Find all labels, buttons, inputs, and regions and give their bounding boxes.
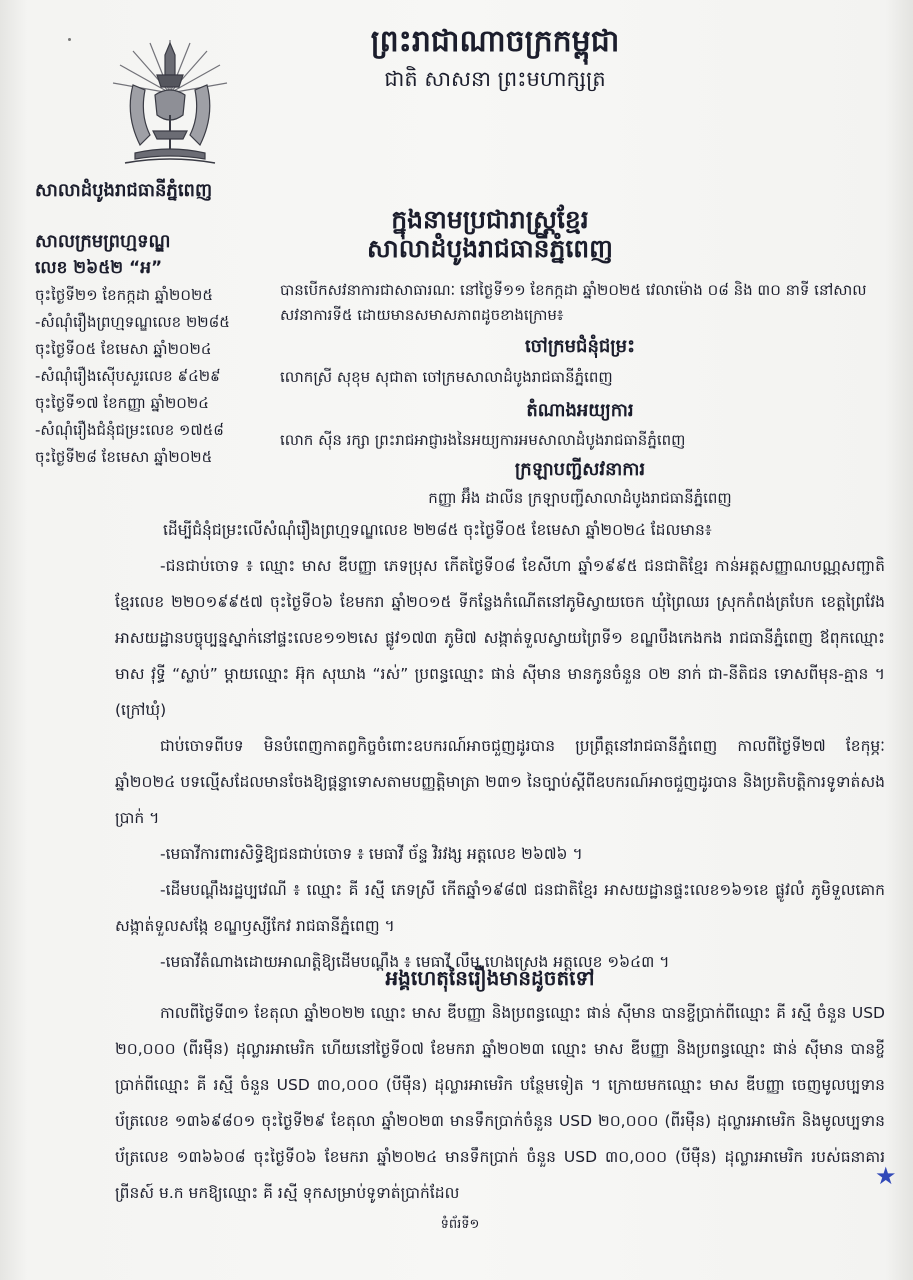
case-info-line: -សំណុំរឿងស៊ើបសួរលេខ ៩៤២៩ <box>35 367 221 385</box>
charge-paragraph: ជាប់ចោទពីបទ មិនបំពេញកាតព្វកិច្ចចំពោះឧបករណ៍អាចជួញដូរបាន ប្រព្រឹត្តនៅរាជធានីភ្នំពេញ កាលពីថ្ងៃទី២៧ ខែកុម្ភៈ ឆ្នាំ២០២៤ បទល្មើសដែលមានចែងឱ្យផ្តន្ទាទោសតាមបញ្ញត្តិមាត្រា ២៣១ នៃច្បាប់ស្តីពីឧបករណ៍អាចជួញដូរបាន និងប្រតិបត្តិការទូទាត់សងប្រាក់ ។ <box>115 737 885 827</box>
pen-star-icon: ★ <box>875 1162 897 1190</box>
court-title: សាលាដំបូងរាជធានីភ្នំពេញ <box>367 234 613 263</box>
body-section-parties <box>115 512 885 980</box>
case-info-line: ចុះថ្ងៃទី២៨ ខែមេសា ឆ្នាំ២០២៥ <box>35 448 213 466</box>
case-info-block <box>35 228 270 471</box>
hearing-opening: បានបើកសវនាការជាសាធារណៈ នៅថ្ងៃទី១១ ខែកក្កដា ឆ្នាំ២០២៥ វេលាម៉ោង ០៨ និង ៣០ នាទី នៅសាលសវនាការទី៥ ដោយមានសមាសភាពដូចខាងក្រោម៖ <box>280 281 867 324</box>
court-name-left: សាលាដំបូងរាជធានីភ្នំពេញ <box>35 180 213 201</box>
case-info-line: ចុះថ្ងៃទី២១ ខែកក្កដា ឆ្នាំ២០២៥ <box>35 286 213 304</box>
intro-paragraph: ដើម្បីជំនុំជម្រះលើសំណុំរឿងព្រហ្មទណ្ឌលេខ ២២៨៥ ចុះថ្ងៃទី០៥ ខែមេសា ឆ្នាំ២០២៤ ដែលមាន៖ <box>163 521 712 539</box>
verdict-number: លេខ ២៦៥២ “អ” <box>35 258 163 278</box>
speck <box>68 38 71 41</box>
national-motto: ជាតិ សាសនា ព្រះមហាក្សត្រ <box>384 67 606 91</box>
judge-line: លោកស្រី សុខុម សុជាតា ចៅក្រមសាលាដំបូងរាជធានីភ្នំពេញ <box>280 368 613 386</box>
case-info-line: ចុះថ្ងៃទី០៥ ខែមេសា ឆ្នាំ២០២៤ <box>35 340 212 358</box>
prosecutor-line: លោក ស៊ីន រក្សា ព្រះរាជអាជ្ញារងនៃអយ្យការអមសាលាដំបូងរាជធានីភ្នំពេញ <box>280 431 686 449</box>
case-info-line: ចុះថ្ងៃទី១៧ ខែកញ្ញា ឆ្នាំ២០២៤ <box>35 394 209 412</box>
clerk-line: កញ្ញា អ៊ឹង ដាលីន ក្រឡាបញ្ជីសាលាដំបូងរាជធានីភ្នំពេញ <box>428 489 732 507</box>
defense-lawyer-paragraph: -មេធាវីការពារសិទ្ធិឱ្យជនជាប់ចោទ ៖ មេធាវី ច័ន្ទ វិរវង្ស អត្តលេខ ២៦៧៦ ។ <box>160 845 583 863</box>
facts-paragraph: កាលពីថ្ងៃទី៣១ ខែតុលា ឆ្នាំ២០២២ ឈ្មោះ មាស ឌីបញ្ញា និងប្រពន្ធឈ្មោះ ផាន់ ស៊ីមាន បានខ្ចីប្រាក់ពីឈ្មោះ គី រស្មី ចំនួន USD ២០,០០០ (ពីរម៉ឺន) ដុល្លារអាមេរិក ហើយនៅថ្ងៃទី០៧ ខែមករា ឆ្នាំ២០២៣ ឈ្មោះ មាស ឌីបញ្ញា និងប្រពន្ធឈ្មោះ ផាន់ ស៊ីមាន បានខ្ចីប្រាក់ពីឈ្មោះ គី រស្មី ចំនួន USD ៣០,០០០ (បីម៉ឺន) ដុល្លារអាមេរិក បន្ថែមទៀត ។ ក្រោយមកឈ្មោះ មាស ឌីបញ្ញា ចេញមូលប្បទានប័ត្រលេខ ១៣៦៩៨០១ ចុះថ្ងៃទី២៩ ខែតុលា ឆ្នាំ២០២៣ មានទឹកប្រាក់ចំនួន USD ២០,០០០ (ពីរម៉ឺន) ដុល្លារអាមេរិក និងមូលប្បទានប័ត្រលេខ ១៣៦៦០៨ ចុះថ្ងៃទី០៦ ខែមករា ឆ្នាំ២០២៤ មានទឹកប្រាក់ ចំនួន USD ៣០,០០០ (បីម៉ឺន) ដុល្លារអាមេរិក របស់ធនាគារព្រីនស៍ ម.ក មកឱ្យឈ្មោះ គី រស្មី ទុកសម្រាប់ទូទាត់ប្រាក់ដែល <box>115 1004 885 1202</box>
civil-party-paragraph: -ដើមបណ្តឹងរដ្ឋប្បវេណី ៖ ឈ្មោះ គី រស្មី ភេទស្រី កើតឆ្នាំ១៩៨៧ ជនជាតិខ្មែរ អាសយដ្ឋានផ្ទះលេខ១៦១ខេ ផ្លូវលំ ភូមិទួលគោក សង្កាត់ទួលសង្កែ ខណ្ឌឫស្សីកែវ រាជធានីភ្នំពេញ ។ <box>115 881 885 935</box>
body-section-facts <box>115 995 885 1211</box>
page-number: ទំព័រទី១ <box>440 1217 480 1232</box>
judge-title: ចៅក្រមជំនុំជម្រះ <box>524 336 636 357</box>
accused-paragraph: -ជនជាប់ចោទ ៖ ឈ្មោះ មាស ឌីបញ្ញា ភេទប្រុស កើតថ្ងៃទី០៨ ខែសីហា ឆ្នាំ១៩៩៥ ជនជាតិខ្មែរ កាន់អត្តសញ្ញាណបណ្ណសញ្ជាតិខ្មែរលេខ ២២០១៩៩៥៧ ចុះថ្ងៃទី០៦ ខែមករា ឆ្នាំ២០១៥ ទីកន្លែងកំណើតនៅភូមិស្វាយចេក ឃុំព្រៃឈរ ស្រុកកំពង់ត្របែក ខេត្តព្រៃវែង អាសយដ្ឋានបច្ចុប្បន្នស្នាក់នៅផ្ទះលេខ១១២សេ ផ្លូវ១៧៣ ភូមិ៧ សង្កាត់ទួលស្វាយព្រៃទី១ ខណ្ឌបឹងកេងកង រាជធានីភ្នំពេញ ឪពុកឈ្មោះ មាស វុទ្ធី “ស្លាប់” ម្តាយឈ្មោះ អ៊ុក សុឃាង “រស់” ប្រពន្ធឈ្មោះ ផាន់ ស៊ីមាន មានកូនចំនួន ០២ នាក់ ជា-នីតិជន ទោសពីមុន-គ្មាន ។ (ក្រៅឃុំ) <box>115 557 885 719</box>
case-info-line: -សំណុំរឿងជំនុំជម្រះលេខ ១៧៥៨ <box>35 421 224 439</box>
prosecutor-title: តំណាងអយ្យការ <box>526 400 634 421</box>
plaintiff-lawyer-paragraph: -មេធាវីតំណាងដោយអាណត្តិឱ្យដើមបណ្តឹង ៖ មេធាវី លឹម ហេងស្រេង អត្តលេខ ១៦៤៣ ។ <box>160 953 670 971</box>
verdict-type: សាលក្រមព្រហ្មទណ្ឌ <box>35 231 171 252</box>
case-info-line: -សំណុំរឿងព្រហ្មទណ្ឌលេខ ២២៨៥ <box>35 313 230 331</box>
kingdom-heading: ព្រះរាជាណាចក្រកម្ពុជា <box>370 24 620 59</box>
clerk-title: ក្រឡាបញ្ជីសវនាការ <box>514 459 646 480</box>
royal-emblem-icon <box>95 35 245 175</box>
facts-heading: អង្គហេតុនៃរឿងមានដូចតទៅ <box>385 966 595 990</box>
in-the-name-heading: ក្នុងនាមប្រជារាស្ត្រខ្មែរ <box>391 205 589 234</box>
